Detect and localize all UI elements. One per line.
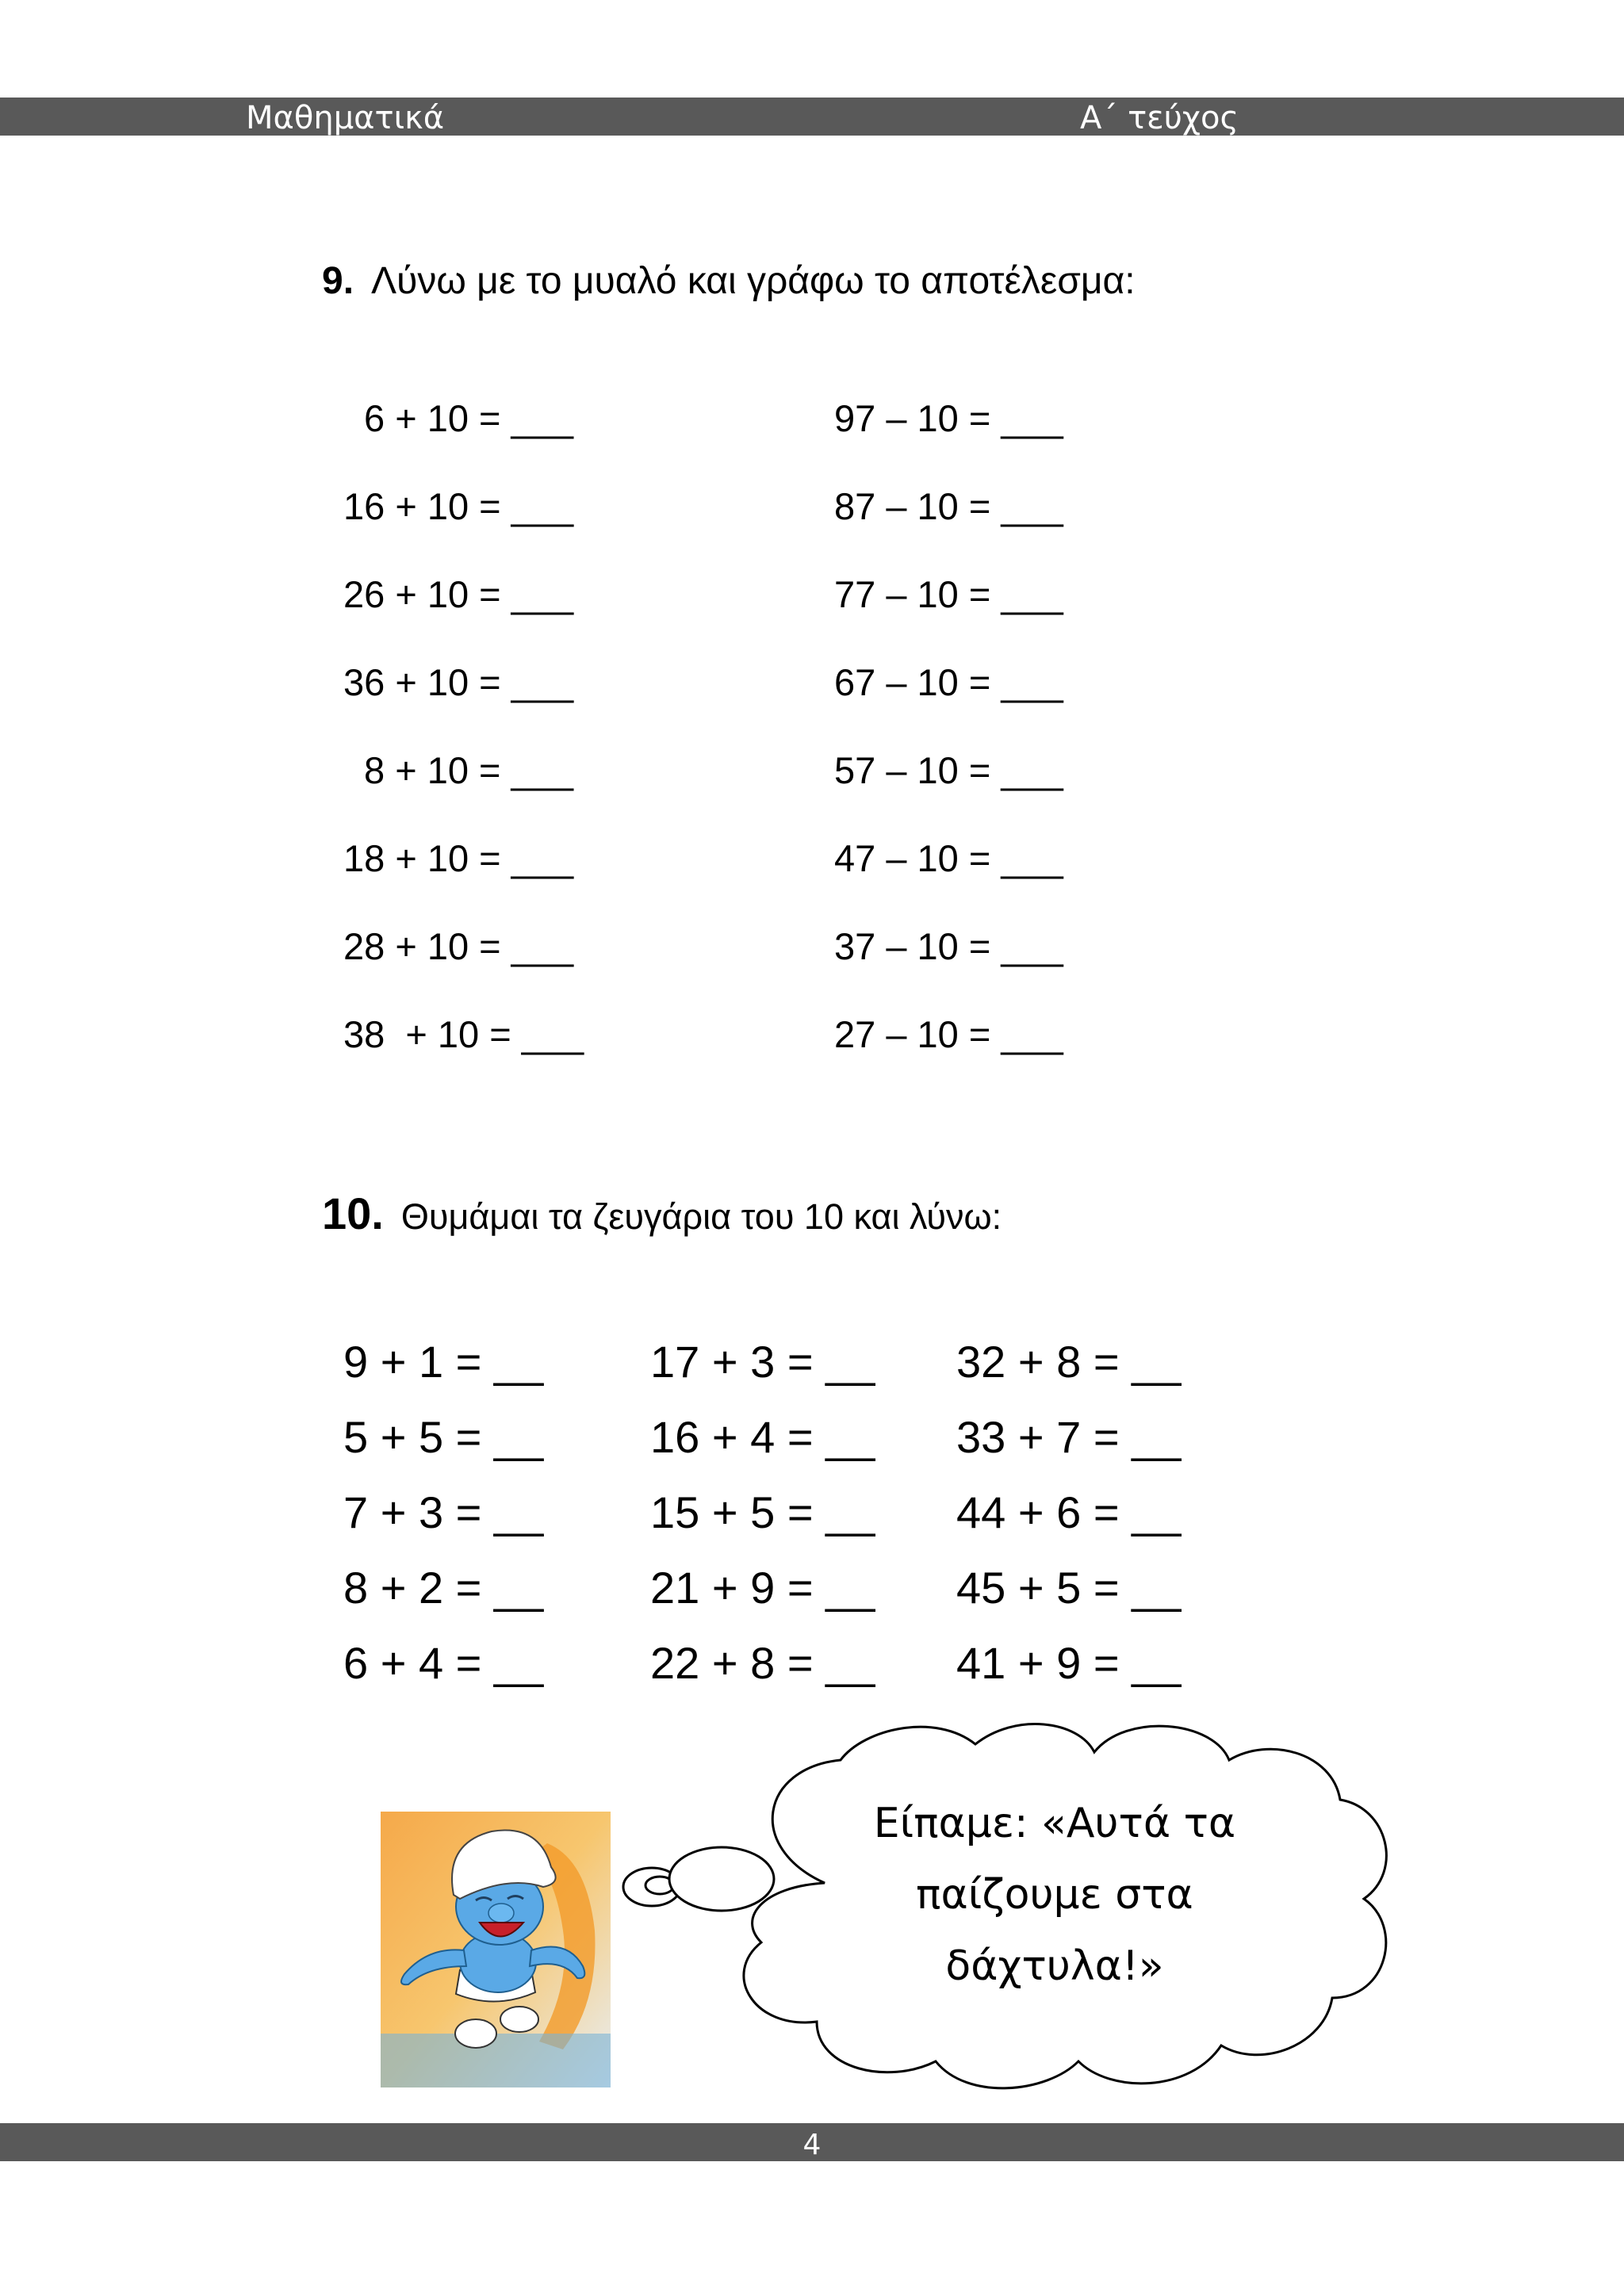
exercise-item: 67 – 10 = ___	[834, 661, 1063, 703]
footer-bar	[0, 2123, 1624, 2161]
exercise-item: 36 + 10 = ___	[343, 661, 574, 703]
exercise-item: 17 + 3 = __	[650, 1337, 875, 1387]
bubble-line: παίζουμε στα	[916, 1871, 1193, 1919]
exercise-item: 77 – 10 = ___	[834, 573, 1063, 615]
exercise-item: 28 + 10 = ___	[343, 925, 574, 967]
exercise-10-heading	[322, 1188, 1002, 1239]
exercise-item: 8 + 10 = ___	[364, 749, 573, 791]
exercise-item: 22 + 8 = __	[650, 1638, 875, 1688]
exercise-item: 45 + 5 = __	[956, 1563, 1182, 1613]
smurf-illustration	[381, 1812, 611, 2087]
exercise-item: 9 + 1 = __	[343, 1337, 544, 1387]
page-number: 4	[802, 2129, 822, 2161]
exercise-item: 15 + 5 = __	[650, 1487, 875, 1537]
exercise-item: 18 + 10 = ___	[343, 837, 574, 879]
exercise-item: 33 + 7 = __	[956, 1412, 1182, 1462]
exercise-item: 7 + 3 = __	[343, 1487, 544, 1537]
exercise-item: 41 + 9 = __	[956, 1638, 1182, 1688]
exercise-item: 16 + 10 = ___	[343, 485, 574, 527]
exercise-item: 57 – 10 = ___	[834, 749, 1063, 791]
exercise-item: 5 + 5 = __	[343, 1412, 544, 1462]
exercise-item: 38 + 10 = ___	[343, 1013, 584, 1055]
exercise-item: 97 – 10 = ___	[834, 397, 1063, 439]
exercise-item: 37 – 10 = ___	[834, 925, 1063, 967]
exercise-item: 32 + 8 = __	[956, 1337, 1182, 1387]
exercise-10-instruction: Θυμάμαι τα ζευγάρια του 10 και λύνω:	[400, 1196, 1002, 1237]
header-subject: Μαθηματικά	[246, 100, 445, 136]
exercise-item: 16 + 4 = __	[650, 1412, 875, 1462]
exercise-item: 44 + 6 = __	[956, 1487, 1182, 1537]
header-bar	[0, 98, 1624, 136]
exercise-item: 21 + 9 = __	[650, 1563, 875, 1613]
exercise-9-heading	[322, 259, 1136, 303]
header-volume: Α΄ τεύχος	[1080, 100, 1239, 136]
exercise-item: 26 + 10 = ___	[343, 573, 574, 615]
exercise-10-number: 10.	[322, 1188, 384, 1238]
exercise-item: 6 + 4 = __	[343, 1638, 544, 1688]
bubble-line: δάχτυλα!»	[945, 1942, 1164, 1990]
exercise-item: 27 – 10 = ___	[834, 1013, 1063, 1055]
exercise-9-number: 9.	[322, 260, 354, 302]
bubble-line: Είπαμε: «Αυτά τα	[873, 1800, 1236, 1847]
exercise-item: 8 + 2 = __	[343, 1563, 544, 1613]
bubble-text	[833, 1788, 1277, 2002]
exercise-item: 6 + 10 = ___	[364, 397, 573, 439]
exercise-9-instruction: Λύνω με το μυαλό και γράφω το αποτέλεσμα:	[371, 260, 1136, 302]
exercise-item: 87 – 10 = ___	[834, 485, 1063, 527]
exercise-item: 47 – 10 = ___	[834, 837, 1063, 879]
